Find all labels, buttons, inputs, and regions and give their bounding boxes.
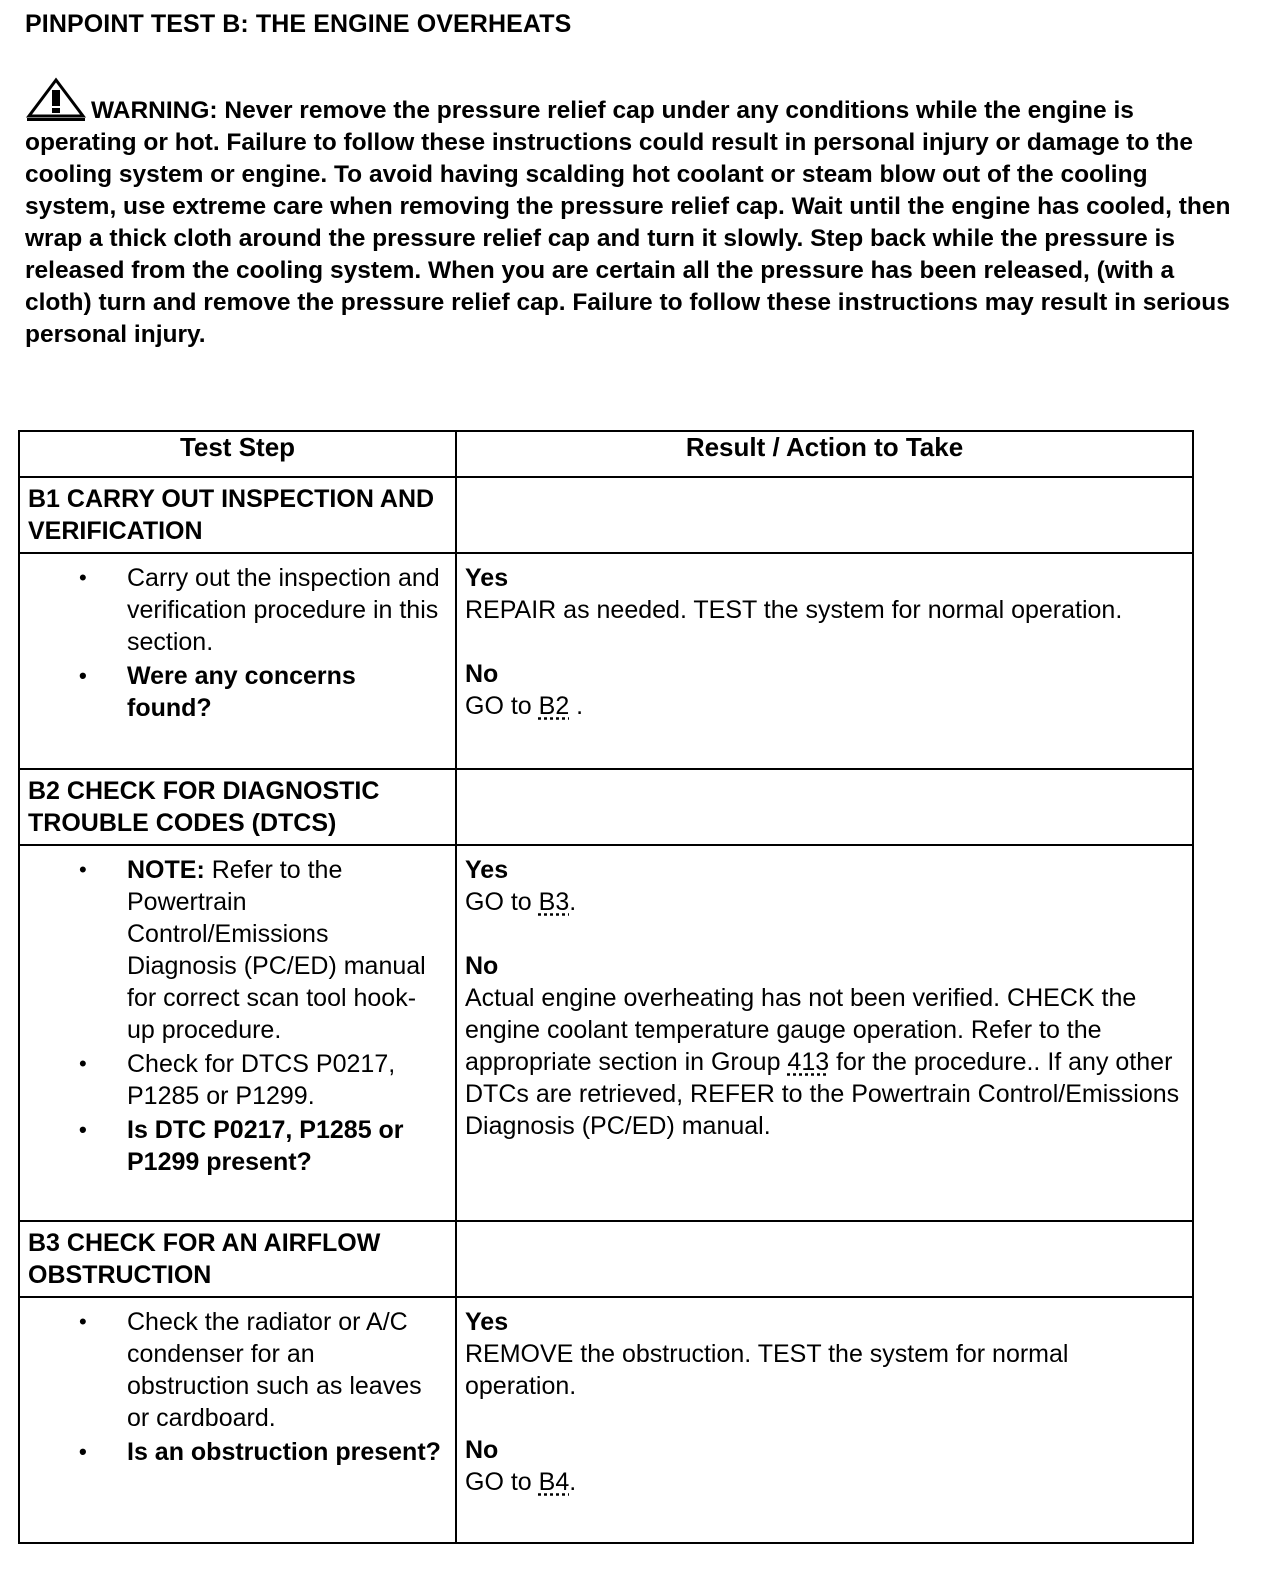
step-b2-title: B2 CHECK FOR DIAGNOSTIC TROUBLE CODES (DTCS) [28, 777, 380, 837]
step-b3-bullets [20, 1298, 455, 1468]
note-label: NOTE: [127, 856, 205, 884]
step-b2-title-cell [19, 769, 456, 845]
list-item [127, 854, 443, 1046]
no-action [465, 982, 1184, 1142]
warning-block [25, 76, 1240, 351]
list-item: • Check for DTCS P0217, P1285 or P1299. [127, 1048, 443, 1112]
list-item: • Is DTC P0217, P1285 or P1299 present? [127, 1114, 443, 1178]
list-item: • Check the radiator or A/C condenser for an obstruction such as leaves or cardboard. [127, 1306, 443, 1434]
list-item: • Carry out the inspection and verification procedure in this section. [127, 562, 443, 658]
step-b2-body-row [19, 845, 1193, 1221]
pinpoint-test-table [18, 430, 1194, 1544]
no-label: No [465, 952, 499, 980]
step-b1-title-cell [19, 477, 456, 553]
step-b1-bullets [20, 554, 455, 724]
step-b3-body-row [19, 1297, 1193, 1543]
yes-action: REPAIR as needed. TEST the system for normal operation. [465, 596, 1123, 624]
warning-text: WARNING: Never remove the pressure relief cap under any conditions while the engine is operating or hot. Failure to follow these instructions could result in personal injury or damage to the cooling system or engine. To avoid having scalding hot coolant or steam blow out of the cooling system, use extreme care when removing the pressure relief cap. Wait until the engine has cooled, then wrap a thick cloth around the pressure relief cap and turn it slowly. Step back while the pressure is released from the cooling system. When you are certain all the pressure has been released, (with a cloth) turn and remove the pressure relief cap. Failure to follow these instructions may result in serious personal injury. [25, 97, 1231, 348]
link-b2[interactable]: B2 [538, 692, 570, 720]
yes-label: Yes [465, 856, 509, 884]
no-action-text-cont: for the procedure.. If any other DTCs are retrieved, REFER to the Powertrain Control/Emissions Diagnosis (PC/ED) manual. [465, 1048, 1180, 1140]
step-b2-result [456, 845, 1193, 1221]
no-action-prefix: GO to [465, 692, 539, 720]
page-title: PINPOINT TEST B: THE ENGINE OVERHEATS [25, 10, 572, 38]
header-test-step: Test Step [19, 431, 456, 477]
step-b1-title-empty [456, 477, 1193, 553]
yes-label: Yes [465, 564, 509, 592]
yes-action-prefix: GO to [465, 888, 539, 916]
yes-action: REMOVE the obstruction. TEST the system for normal operation. [465, 1340, 1069, 1400]
no-action [465, 690, 1184, 722]
no-label: No [465, 660, 499, 688]
no-action-text: Actual engine overheating has not been verified. CHECK the engine coolant temperature gauge operation. Refer to the appropriate section in Group [465, 984, 1137, 1076]
yes-action [465, 886, 1184, 918]
step-b3-title-cell [19, 1221, 456, 1297]
step-b1-result [456, 553, 1193, 769]
link-group-413[interactable]: 413 [787, 1048, 830, 1076]
step-b1-instructions [19, 553, 456, 769]
step-b3-title: B3 CHECK FOR AN AIRFLOW OBSTRUCTION [28, 1229, 381, 1289]
step-b3-instructions [19, 1297, 456, 1543]
step-b2-title-empty [456, 769, 1193, 845]
no-action-suffix: . [569, 1468, 577, 1496]
header-result-action: Result / Action to Take [456, 431, 1193, 477]
list-item: • Were any concerns found? [127, 660, 443, 724]
step-b3-title-row [19, 1221, 1193, 1297]
list-item: • Is an obstruction present? [127, 1436, 443, 1468]
step-b3-result [456, 1297, 1193, 1543]
step-b2-title-row [19, 769, 1193, 845]
yes-action-suffix: . [569, 888, 577, 916]
step-b1-title-row [19, 477, 1193, 553]
table-header-row [19, 431, 1193, 477]
no-action-suffix: . [569, 692, 584, 720]
link-b4[interactable]: B4 [538, 1468, 570, 1496]
yes-label: Yes [465, 1308, 509, 1336]
link-b3[interactable]: B3 [538, 888, 570, 916]
step-b1-title: B1 CARRY OUT INSPECTION AND VERIFICATION [28, 485, 435, 545]
note-text: Refer to the Powertrain Control/Emissions Diagnosis (PC/ED) manual for correct scan tool hook-up procedure. [127, 856, 426, 1044]
step-b2-instructions [19, 845, 456, 1221]
step-b2-bullets [20, 846, 455, 1178]
step-b3-title-empty [456, 1221, 1193, 1297]
no-action [465, 1466, 1184, 1498]
step-b1-body-row [19, 553, 1193, 769]
warning-triangle-icon [25, 76, 87, 122]
no-action-prefix: GO to [465, 1468, 539, 1496]
no-label: No [465, 1436, 499, 1464]
